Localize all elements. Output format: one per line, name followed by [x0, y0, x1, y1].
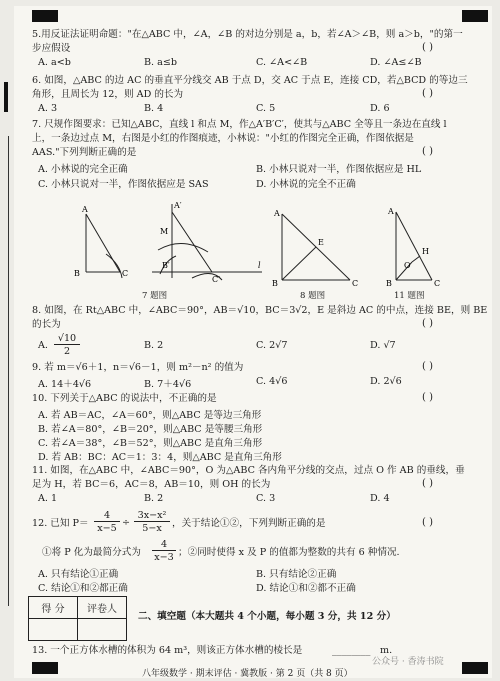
fig11-label-c: C: [434, 279, 441, 288]
q12-frac1-num: 4: [94, 510, 120, 522]
q6-stem-line2: 角形，且周长为 12，则 AD 的长为: [32, 89, 184, 100]
q10-stem: 10. 下列关于△ABC 的说法中，不正确的是: [32, 393, 217, 404]
q11-option-c: C. 3: [256, 493, 276, 504]
q7-option-b: B. 小林只说对一半，作图依据应是 HL: [256, 164, 422, 175]
registration-mark: [462, 662, 488, 674]
q12-frac2-num: 3x−x²: [134, 510, 170, 522]
q6-option-b: B. 4: [144, 103, 164, 114]
q8-option-a-prefix: A.: [38, 340, 48, 351]
fig11-label-a: A: [388, 207, 394, 216]
q12-frac3-num: 4: [152, 539, 176, 551]
q10-option-c: C. 若∠A＝38°，∠B＝52°，则△ABC 是直角三角形: [38, 438, 263, 449]
fig7-label-c: C: [122, 269, 129, 278]
fig8-label-a: A: [274, 209, 280, 218]
q7-option-a: A. 小林说的完全正确: [38, 164, 128, 175]
q12-option-a: A. 只有结论①正确: [38, 569, 119, 580]
binding-line: [8, 136, 9, 606]
q9-answer-paren: ( ): [422, 361, 433, 372]
q6-option-a: A. 3: [38, 103, 58, 114]
figure-11: [382, 206, 452, 286]
q7-option-d: D. 小林说的完全不正确: [256, 179, 356, 190]
q9-option-c: C. 4√6: [256, 376, 288, 387]
q6-option-c: C. 5: [256, 103, 276, 114]
q8-option-b: B. 2: [144, 340, 164, 351]
q5-option-d: D. ∠A≤∠B: [370, 57, 422, 68]
fig8-be-segment: [282, 247, 316, 280]
q8-option-a-numerator: √10: [54, 333, 80, 345]
q9-stem: 9. 若 m＝√6＋1，n＝√6－1，则 m²－n² 的值为: [32, 362, 244, 373]
q8-stem-line1: 8. 如图，在 Rt△ABC 中，∠ABC＝90°，AB＝√10，BC＝3√2，E 是斜边 AC 的中点，连接 BE，则 BE: [32, 305, 488, 316]
q11-stem-line2: 足为 H，若 BC＝6，AC＝8，AB＝10，则 OH 的长为: [32, 479, 271, 490]
fig7-label-l: l: [258, 261, 261, 270]
q12-divide-sign: ÷: [122, 517, 131, 528]
q5-option-c: C. ∠A<∠B: [256, 57, 308, 68]
q8-option-c: C. 2√7: [256, 340, 288, 351]
section-2-heading: 二、填空题（本大题共 4 个小题，每小题 3 分，共 12 分）: [138, 611, 396, 622]
q5-answer-paren: ( ): [422, 42, 433, 53]
fig11-ac-side: [396, 212, 432, 280]
q12-stem-prefix: 12. 已知 P＝: [32, 518, 89, 529]
fig8-label-c: C: [352, 279, 359, 288]
q12-option-d: D. 结论①和②都不正确: [256, 583, 356, 594]
registration-mark: [32, 662, 58, 674]
q7-option-c: C. 小林只说对一半，作图依据应是 SAS: [38, 179, 209, 190]
grader-cell[interactable]: [78, 619, 127, 641]
fig7-label-ap: A′: [174, 201, 182, 210]
q9-option-b: B. 7＋4√6: [144, 379, 192, 390]
q5-option-a: A. a<b: [38, 57, 71, 68]
fig11-caption: 11 题图: [394, 291, 425, 301]
q11-option-b: B. 2: [144, 493, 164, 504]
q5-stem-line2: 步应假设: [32, 43, 71, 54]
fig7-label-m: M: [160, 227, 169, 236]
figure-8: [272, 206, 362, 286]
q13-unit: m.: [380, 645, 393, 656]
fig7-label-a: A: [82, 205, 88, 214]
exam-page: [14, 6, 492, 678]
q11-stem-line1: 11. 如图，在△ABC 中，∠ABC＝90°，O 为△ABC 各内角平分线的交点，过点 O 作 AB 的垂线，垂: [32, 465, 465, 476]
q12-option-c: C. 结论①和②都正确: [38, 583, 128, 594]
q9-option-d: D. 2√6: [370, 376, 402, 387]
figure-7: [62, 194, 272, 284]
q13-answer-blank[interactable]: ________: [332, 645, 371, 656]
q11-option-a: A. 1: [38, 493, 58, 504]
q8-stem-line2: 的长为: [32, 319, 61, 330]
fig8-label-e: E: [318, 238, 324, 247]
q7-stem-line1: 7. 尺规作图要求：已知△ABC，直线 l 和点 M，作△A′B′C′，使其与△ABC 全等且一条边在直线 l: [32, 119, 447, 130]
fig11-label-h: H: [422, 247, 429, 256]
q12-conclusion-prefix: ①将 P 化为最简分式为: [42, 547, 141, 558]
q11-answer-paren: ( ): [422, 478, 433, 489]
fig7-label-b: B: [74, 269, 80, 278]
q6-option-d: D. 6: [370, 103, 390, 114]
q12-conclusion-suffix: ；②同时使得 x 及 P 的值都为整数的共有 6 种情况.: [178, 547, 400, 558]
score-box: [28, 596, 127, 641]
q5-stem-line1: 5.用反证法证明命题："在△ABC 中，∠A，∠B 的对边分别是 a，b，若∠A＞∠B，则 a＞b，"的第一: [32, 29, 463, 40]
q8-option-a-denominator: 2: [63, 346, 71, 357]
q6-stem-line1: 6. 如图，△ABC 的边 AC 的垂直平分线交 AB 于点 D，交 AC 于点 E，连接 CD，若△BCD 的等边三: [32, 75, 468, 86]
watermark: 公众号 · 香涛书院: [372, 657, 444, 667]
registration-mark: [462, 10, 488, 22]
q13-stem: 13. 一个正方体水槽的体积为 64 m³，则该正方体水槽的棱长是: [32, 645, 303, 656]
fig11-label-b: B: [386, 279, 392, 288]
q11-option-d: D. 4: [370, 493, 390, 504]
q6-answer-paren: ( ): [422, 88, 433, 99]
q12-stem-suffix: ，关于结论①②，下列判断正确的是: [172, 518, 326, 529]
q7-stem-line2: 上，一条边过点 M，右图是小红的作图痕迹，小林说："小红的作图完全正确，作图依据是: [32, 133, 414, 144]
fig7-ac-side: [86, 214, 120, 272]
q12-frac3-den: x−3: [154, 552, 174, 563]
registration-mark: [32, 10, 58, 22]
q10-option-d: D. 若 AB：BC：AC＝1：3：4，则△ABC 是直角三角形: [38, 452, 282, 463]
binding-mark: [4, 82, 8, 112]
q8-option-d: D. √7: [370, 340, 396, 351]
q12-option-b: B. 只有结论②正确: [256, 569, 337, 580]
q7-stem-line3: AAS."下列判断正确的是: [32, 147, 137, 158]
q9-option-a: A. 14＋4√6: [38, 379, 92, 390]
fig8-label-b: B: [272, 279, 278, 288]
q12-frac1-den: x−5: [97, 523, 117, 534]
score-label: 得 分: [29, 597, 78, 619]
q8-answer-paren: ( ): [422, 318, 433, 329]
fig7-arc: [106, 254, 122, 278]
fig8-caption: 8 题图: [300, 291, 326, 301]
fig7-arc: [158, 243, 208, 252]
q12-frac2-den: 5−x: [142, 523, 162, 534]
page-footer: 八年级数学 · 期末评估 · 冀教版 · 第 2 页（共 8 页）: [142, 669, 353, 679]
fig7-label-bp: B′: [162, 261, 170, 270]
fig7-label-cp: C′: [212, 275, 220, 284]
q10-option-a: A. 若 AB＝AC，∠A＝60°，则△ABC 是等边三角形: [38, 410, 262, 421]
q5-option-b: B. a≤b: [144, 57, 178, 68]
q7-answer-paren: ( ): [422, 146, 433, 157]
score-cell[interactable]: [29, 619, 78, 641]
grader-label: 评卷人: [78, 597, 127, 619]
fig11-oh-segment: [412, 256, 420, 262]
fig7-caption: 7 题图: [142, 291, 168, 301]
q10-option-b: B. 若∠A＝80°，∠B＝20°，则△ABC 是等腰三角形: [38, 424, 263, 435]
q12-answer-paren: ( ): [422, 517, 433, 528]
q10-answer-paren: ( ): [422, 392, 433, 403]
fig7-apcp-side: [172, 212, 212, 272]
fig11-label-o: O: [404, 261, 411, 270]
